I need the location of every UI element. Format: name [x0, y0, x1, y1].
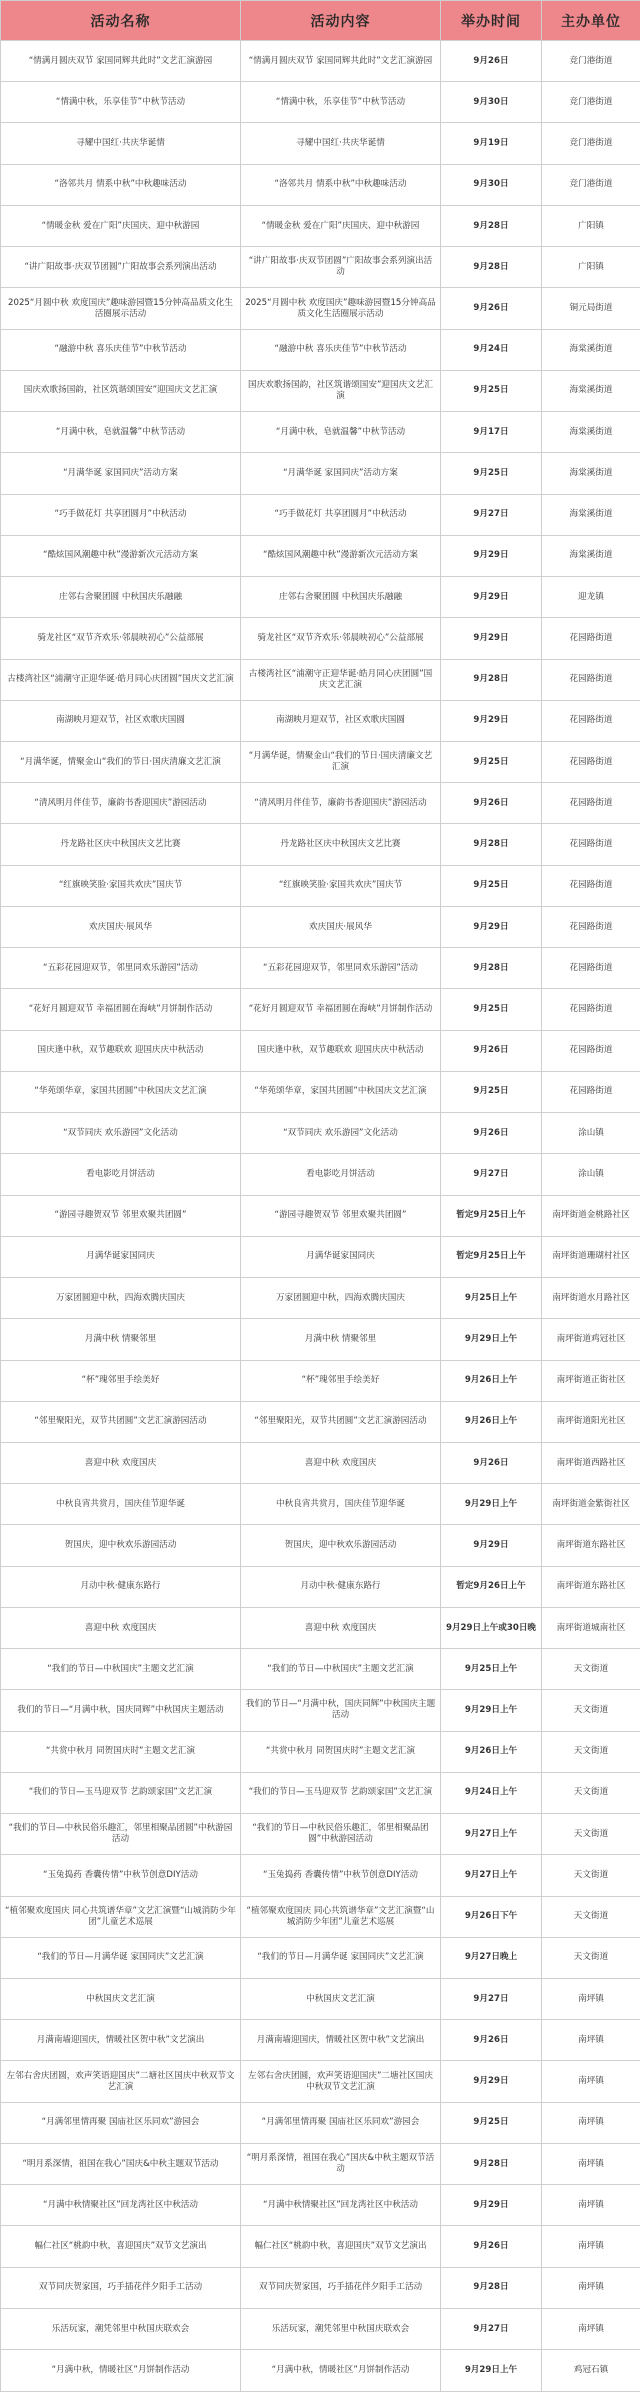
- date-cell: 9月26日: [441, 1442, 542, 1483]
- activity-name-cell: 月满中秋 情聚邻里: [1, 1319, 241, 1360]
- organizer-cell: 天文街道: [542, 1731, 640, 1772]
- table-row: [1, 1154, 640, 1195]
- organizer-cell: 南坪镇: [542, 2308, 640, 2349]
- activity-content-cell: 古楼湾社区“浦潮守正迎华诞·皓月同心庆团圆”国庆文艺汇演: [241, 659, 441, 700]
- organizer-cell: 南坪街道珊瑚村社区: [542, 1236, 640, 1277]
- date-cell: 9月28日: [441, 824, 542, 865]
- table-row: [1, 453, 640, 494]
- table-row: [1, 1484, 640, 1525]
- activity-name-cell: “讲广阳故事·庆双节团圆”广阳故事会系列演出活动: [1, 247, 241, 288]
- date-cell: 9月25日: [441, 1071, 542, 1112]
- activity-content-cell: “我们的节日—玉马迎双节 艺韵颂家国”文艺汇演: [241, 1772, 441, 1813]
- organizer-cell: 花园路街道: [542, 700, 640, 741]
- table-row: [1, 1814, 640, 1855]
- activity-content-cell: 幅仁社区“桃韵中秋，喜迎国庆”双节文艺演出: [241, 2226, 441, 2267]
- activity-name-cell: 骑龙社区“双节齐欢乐·邻晨映初心”公益部展: [1, 618, 241, 659]
- activity-name-cell: 古楼湾社区“浦潮守正迎华诞·皓月同心庆团圆”国庆文艺汇演: [1, 659, 241, 700]
- table-row: [1, 288, 640, 329]
- organizer-cell: 花园路街道: [542, 906, 640, 947]
- table-row: [1, 1690, 640, 1731]
- activity-content-cell: “共赏中秋月 同贺国庆时”主题文艺汇演: [241, 1731, 441, 1772]
- activity-name-cell: 喜迎中秋 欢度国庆: [1, 1442, 241, 1483]
- organizer-cell: 海棠溪街道: [542, 370, 640, 411]
- table-row: [1, 700, 640, 741]
- date-cell: 9月26日: [441, 41, 542, 82]
- table-row: [1, 1278, 640, 1319]
- date-cell: 9月29日: [441, 906, 542, 947]
- activity-name-cell: “杯”瑰邻里手绘美好: [1, 1360, 241, 1401]
- table-row: [1, 1525, 640, 1566]
- date-cell: 9月29日上午: [441, 2350, 542, 2392]
- activity-name-cell: “我们的节日—月满华诞 家国同庆”文艺汇演: [1, 1937, 241, 1978]
- date-cell: 9月25日: [441, 453, 542, 494]
- table-row: [1, 370, 640, 411]
- table-row: [1, 577, 640, 618]
- table-row: [1, 948, 640, 989]
- activity-content-cell: “杯”瑰邻里手绘美好: [241, 1360, 441, 1401]
- table-row: [1, 1442, 640, 1483]
- activity-name-cell: “月满华诞 家国同庆”活动方案: [1, 453, 241, 494]
- activity-content-cell: 国庆欢歌扬国韵，社区筑谐颂国安”迎国庆文艺汇演: [241, 370, 441, 411]
- activity-name-cell: 月满华诞家国同庆: [1, 1236, 241, 1277]
- table-row: [1, 205, 640, 246]
- activity-content-cell: “情满月圆庆双节 家国同辉共此时”文艺汇演游园: [241, 41, 441, 82]
- activity-name-cell: “清风明月伴佳节，廉韵书香迎国庆”游园活动: [1, 783, 241, 824]
- organizer-cell: 南坪镇: [542, 2020, 640, 2061]
- date-cell: 9月25日: [441, 2102, 542, 2143]
- activity-name-cell: “洛邻共月 情系中秋”中秋趣味活动: [1, 164, 241, 205]
- table-row: [1, 123, 640, 164]
- table-row: [1, 1855, 640, 1896]
- activity-content-cell: “洛邻共月 情系中秋”中秋趣味活动: [241, 164, 441, 205]
- date-cell: 9月26日上午: [441, 1731, 542, 1772]
- date-cell: 9月29日: [441, 700, 542, 741]
- activity-name-cell: 中秋国庆文艺汇演: [1, 1979, 241, 2020]
- activity-content-cell: 欢庆国庆·展风华: [241, 906, 441, 947]
- activity-name-cell: 2025“月圆中秋 欢度国庆”趣味游园暨15分钟高品质文化生活圈展示活动: [1, 288, 241, 329]
- activity-name-cell: “我们的节日—玉马迎双节 艺韵颂家国”文艺汇演: [1, 1772, 241, 1813]
- activity-name-cell: 左邻右舍庆团圆，欢声笑语迎国庆”二塘社区国庆中秋双节文艺汇演: [1, 2061, 241, 2102]
- organizer-cell: 天文街道: [542, 1855, 640, 1896]
- date-cell: 暂定9月25日上午: [441, 1195, 542, 1236]
- activity-content-cell: “红旗映笑脸·家国共欢庆”国庆节: [241, 865, 441, 906]
- activity-name-cell: 双节同庆贺家国，巧手插花伴夕阳手工活动: [1, 2267, 241, 2308]
- organizer-cell: 南坪街道水月路社区: [542, 1278, 640, 1319]
- table-row: [1, 906, 640, 947]
- table-row: [1, 1071, 640, 1112]
- activity-name-cell: “酷炫国风潮趣中秋”漫游新次元活动方案: [1, 535, 241, 576]
- activity-name-cell: “情满月圆庆双节 家国同辉共此时”文艺汇演游园: [1, 41, 241, 82]
- organizer-cell: 竞门港街道: [542, 41, 640, 82]
- date-cell: 9月28日: [441, 659, 542, 700]
- date-cell: 9月25日: [441, 370, 542, 411]
- date-cell: 9月29日上午: [441, 1319, 542, 1360]
- activity-name-cell: 乐活玩家，潮凭邻里中秋国庆联欢会: [1, 2308, 241, 2349]
- table-row: [1, 1195, 640, 1236]
- activity-content-cell: “我们的节日—中秋民俗乐趣汇，邻里相聚品团圆”中秋游园活动: [241, 1814, 441, 1855]
- activity-content-cell: “邻里聚阳光，双节共团圆”文艺汇演游园活动: [241, 1401, 441, 1442]
- organizer-cell: 南坪街道鸡冠社区: [542, 1319, 640, 1360]
- organizer-cell: 花园路街道: [542, 783, 640, 824]
- activity-content-cell: “月满华诞 家国同庆”活动方案: [241, 453, 441, 494]
- activity-name-cell: “华苑颂华章，家国共团圆”中秋国庆文艺汇演: [1, 1071, 241, 1112]
- organizer-cell: 涂山镇: [542, 1113, 640, 1154]
- organizer-cell: 海棠溪街道: [542, 412, 640, 453]
- organizer-cell: 竞门港街道: [542, 82, 640, 123]
- table-row: [1, 1731, 640, 1772]
- table-row: [1, 2143, 640, 2184]
- organizer-cell: 花园路街道: [542, 865, 640, 906]
- table-row: [1, 741, 640, 782]
- organizer-cell: 南坪街道东路社区: [542, 1525, 640, 1566]
- activity-content-cell: “情满中秋，乐享佳节”中秋节活动: [241, 82, 441, 123]
- organizer-cell: 花园路街道: [542, 1071, 640, 1112]
- activity-name-cell: “共赏中秋月 同贺国庆时”主题文艺汇演: [1, 1731, 241, 1772]
- activity-content-cell: “明月系深情，祖国在我心”国庆&中秋主题双节活动: [241, 2143, 441, 2184]
- date-cell: 9月27日: [441, 1154, 542, 1195]
- activity-name-cell: “邻里聚阳光，双节共团圆”文艺汇演游园活动: [1, 1401, 241, 1442]
- organizer-cell: 天文街道: [542, 1772, 640, 1813]
- activity-name-cell: 月动中秋·健康东路行: [1, 1566, 241, 1607]
- organizer-cell: 天文街道: [542, 1649, 640, 1690]
- activity-name-cell: 丹龙路社区庆中秋国庆文艺比赛: [1, 824, 241, 865]
- activity-name-cell: “情满中秋，乐享佳节”中秋节活动: [1, 82, 241, 123]
- table-row: [1, 1401, 640, 1442]
- activity-content-cell: 月动中秋·健康东路行: [241, 1566, 441, 1607]
- table-row: [1, 412, 640, 453]
- activity-content-cell: 寻耀中国红·共庆华诞情: [241, 123, 441, 164]
- date-cell: 9月28日: [441, 948, 542, 989]
- organizer-cell: 天文街道: [542, 1690, 640, 1731]
- organizer-cell: 南坪街道正街社区: [542, 1360, 640, 1401]
- activity-name-cell: “月满中秋，情暖社区”月饼制作活动: [1, 2350, 241, 2392]
- date-cell: 9月29日: [441, 1525, 542, 1566]
- organizer-cell: 海棠溪街道: [542, 329, 640, 370]
- activity-name-cell: 中秋良宵共赏月，国庆佳节迎华诞: [1, 1484, 241, 1525]
- date-cell: 9月26日下午: [441, 1896, 542, 1937]
- organizer-cell: 海棠溪街道: [542, 535, 640, 576]
- activity-name-cell: 南湖映月迎双节，社区欢歌庆国圆: [1, 700, 241, 741]
- activity-content-cell: 贺国庆，迎中秋欢乐游园活动: [241, 1525, 441, 1566]
- activity-name-cell: “巧手做花灯 共享团圆月”中秋活动: [1, 494, 241, 535]
- date-cell: 9月24日上午: [441, 1772, 542, 1813]
- date-cell: 9月29日: [441, 577, 542, 618]
- date-cell: 9月25日: [441, 741, 542, 782]
- date-cell: 9月28日: [441, 205, 542, 246]
- date-cell: 9月27日上午: [441, 1855, 542, 1896]
- organizer-cell: 花园路街道: [542, 741, 640, 782]
- table-row: [1, 1772, 640, 1813]
- date-cell: 暂定9月26日上午: [441, 1566, 542, 1607]
- activity-content-cell: “融游中秋 喜乐庆佳节”中秋节活动: [241, 329, 441, 370]
- activity-content-cell: “月满华诞，情聚金山“我们的节日·国庆清廉文艺汇演: [241, 741, 441, 782]
- organizer-cell: 花园路街道: [542, 948, 640, 989]
- activity-content-cell: “我们的节日—月满华诞 家国同庆”文艺汇演: [241, 1937, 441, 1978]
- organizer-cell: 南坪镇: [542, 1979, 640, 2020]
- activity-name-cell: 欢庆国庆·展风华: [1, 906, 241, 947]
- header-date: 举办时间: [441, 1, 542, 41]
- activity-name-cell: “红旗映笑脸·家国共欢庆”国庆节: [1, 865, 241, 906]
- organizer-cell: 花园路街道: [542, 659, 640, 700]
- organizer-cell: 涂山镇: [542, 1154, 640, 1195]
- date-cell: 9月28日: [441, 2267, 542, 2308]
- activity-name-cell: 寻耀中国红·共庆华诞情: [1, 123, 241, 164]
- table-row: [1, 535, 640, 576]
- activity-name-cell: 我们的节日—“月满中秋，国庆同辉”中秋国庆主题活动: [1, 1690, 241, 1731]
- activity-content-cell: “月满邻里情再聚 国庙社区乐同欢”游园会: [241, 2102, 441, 2143]
- organizer-cell: 南坪镇: [542, 2143, 640, 2184]
- activity-content-cell: 看电影吃月饼活动: [241, 1154, 441, 1195]
- activity-name-cell: 万家团圆迎中秋，四海欢腾庆国庆: [1, 1278, 241, 1319]
- organizer-cell: 竞门港街道: [542, 164, 640, 205]
- activity-name-cell: “融游中秋 喜乐庆佳节”中秋节活动: [1, 329, 241, 370]
- table-row: [1, 1566, 640, 1607]
- date-cell: 9月25日上午: [441, 1278, 542, 1319]
- activity-content-cell: “玉兔捣药 香囊传情”中秋节创意DIY活动: [241, 1855, 441, 1896]
- organizer-cell: 南坪街道金桃路社区: [542, 1195, 640, 1236]
- table-row: [1, 82, 640, 123]
- date-cell: 9月29日: [441, 2061, 542, 2102]
- activity-content-cell: “植邻聚欢度国庆 同心共筑谱华章”文艺汇演暨“山城消防少年团”儿童艺术巡展: [241, 1896, 441, 1937]
- organizer-cell: 花园路街道: [542, 989, 640, 1030]
- date-cell: 9月26日: [441, 783, 542, 824]
- activity-content-cell: 月满华诞家国同庆: [241, 1236, 441, 1277]
- table-row: [1, 2350, 640, 2392]
- activity-name-cell: 国庆欢歌扬国韵，社区筑谐颂国安”迎国庆文艺汇演: [1, 370, 241, 411]
- organizer-cell: 南坪街道阳光社区: [542, 1401, 640, 1442]
- date-cell: 9月30日: [441, 164, 542, 205]
- table-row: [1, 1649, 640, 1690]
- activity-name-cell: “花好月圆迎双节 幸福团圆在海峡”月饼制作活动: [1, 989, 241, 1030]
- table-body: [1, 41, 640, 2392]
- date-cell: 9月27日: [441, 1979, 542, 2020]
- table-row: [1, 824, 640, 865]
- activity-content-cell: 我们的节日—“月满中秋，国庆同辉”中秋国庆主题活动: [241, 1690, 441, 1731]
- header-activity-content: 活动内容: [241, 1, 441, 41]
- table-row: [1, 989, 640, 1030]
- date-cell: 9月26日: [441, 1030, 542, 1071]
- organizer-cell: 迎龙镇: [542, 577, 640, 618]
- activity-name-cell: 国庆逢中秋，双节趣联欢 迎国庆庆中秋活动: [1, 1030, 241, 1071]
- date-cell: 9月28日: [441, 247, 542, 288]
- organizer-cell: 天文街道: [542, 1814, 640, 1855]
- date-cell: 9月25日: [441, 989, 542, 1030]
- table-row: [1, 1937, 640, 1978]
- activity-name-cell: “月满邻里情再聚 国庙社区乐同欢”游园会: [1, 2102, 241, 2143]
- activity-content-cell: “花好月圆迎双节 幸福团圆在海峡”月饼制作活动: [241, 989, 441, 1030]
- activity-name-cell: 幅仁社区“桃韵中秋，喜迎国庆”双节文艺演出: [1, 2226, 241, 2267]
- activity-content-cell: 丹龙路社区庆中秋国庆文艺比赛: [241, 824, 441, 865]
- organizer-cell: 海棠溪街道: [542, 494, 640, 535]
- date-cell: 9月26日: [441, 1113, 542, 1154]
- table-row: [1, 41, 640, 82]
- activity-content-cell: 左邻右舍庆团圆，欢声笑语迎国庆”二塘社区国庆中秋双节文艺汇演: [241, 2061, 441, 2102]
- activity-name-cell: “双节同庆 欢乐游园”文化活动: [1, 1113, 241, 1154]
- organizer-cell: 南坪街道城南社区: [542, 1607, 640, 1648]
- table-row: [1, 1607, 640, 1648]
- table-row: [1, 783, 640, 824]
- activity-content-cell: 万家团圆迎中秋，四海欢腾庆国庆: [241, 1278, 441, 1319]
- date-cell: 9月17日: [441, 412, 542, 453]
- date-cell: 9月26日: [441, 288, 542, 329]
- activity-name-cell: “月满华诞，情聚金山“我们的节日·国庆清廉文艺汇演: [1, 741, 241, 782]
- organizer-cell: 广阳镇: [542, 205, 640, 246]
- date-cell: 9月30日: [441, 82, 542, 123]
- activity-content-cell: “酷炫国风潮趣中秋”漫游新次元活动方案: [241, 535, 441, 576]
- organizer-cell: 南坪街道金紫街社区: [542, 1484, 640, 1525]
- activity-name-cell: 喜迎中秋 欢度国庆: [1, 1607, 241, 1648]
- activity-content-cell: “巧手做花灯 共享团圆月”中秋活动: [241, 494, 441, 535]
- activity-name-cell: “月满中秋，皂就温馨”中秋节活动: [1, 412, 241, 453]
- activity-content-cell: 喜迎中秋 欢度国庆: [241, 1607, 441, 1648]
- table-row: [1, 2020, 640, 2061]
- organizer-cell: 花园路街道: [542, 1030, 640, 1071]
- date-cell: 9月27日: [441, 494, 542, 535]
- table-row: [1, 2267, 640, 2308]
- organizer-cell: 天文街道: [542, 1896, 640, 1937]
- table-row: [1, 494, 640, 535]
- organizer-cell: 南坪街道西路社区: [542, 1442, 640, 1483]
- activity-content-cell: 月满中秋 情聚邻里: [241, 1319, 441, 1360]
- table-row: [1, 2102, 640, 2143]
- activity-name-cell: “五彩花园迎双节，邻里同欢乐游园”活动: [1, 948, 241, 989]
- activity-content-cell: “月满中秋，情暖社区”月饼制作活动: [241, 2350, 441, 2392]
- table-row: [1, 329, 640, 370]
- activity-name-cell: “月满中秋情聚社区”回龙湾社区中秋活动: [1, 2185, 241, 2226]
- organizer-cell: 海棠溪街道: [542, 453, 640, 494]
- activity-content-cell: “我们的节日—中秋国庆”主题文艺汇演: [241, 1649, 441, 1690]
- organizer-cell: 南坪镇: [542, 2226, 640, 2267]
- date-cell: 9月29日: [441, 535, 542, 576]
- date-cell: 9月29日上午: [441, 1484, 542, 1525]
- date-cell: 9月29日上午或30日晚: [441, 1607, 542, 1648]
- date-cell: 9月25日上午: [441, 1649, 542, 1690]
- table-row: [1, 1319, 640, 1360]
- date-cell: 9月27日上午: [441, 1814, 542, 1855]
- activity-content-cell: 喜迎中秋 欢度国庆: [241, 1442, 441, 1483]
- date-cell: 9月27日: [441, 2308, 542, 2349]
- date-cell: 9月26日: [441, 2020, 542, 2061]
- table-header: [1, 1, 640, 41]
- header-organizer: 主办单位: [542, 1, 640, 41]
- activity-name-cell: “玉兔捣药 香囊传情”中秋节创意DIY活动: [1, 1855, 241, 1896]
- date-cell: 9月26日上午: [441, 1360, 542, 1401]
- activity-content-cell: 月满南墙迎国庆，情暖社区贺中秋”文艺演出: [241, 2020, 441, 2061]
- organizer-cell: 花园路街道: [542, 824, 640, 865]
- date-cell: 9月26日: [441, 2226, 542, 2267]
- table-row: [1, 659, 640, 700]
- activity-content-cell: “华苑颂华章，家国共团圆”中秋国庆文艺汇演: [241, 1071, 441, 1112]
- date-cell: 9月29日上午: [441, 1690, 542, 1731]
- table-row: [1, 1979, 640, 2020]
- table-row: [1, 1030, 640, 1071]
- table-row: [1, 1236, 640, 1277]
- activity-name-cell: “我们的节日—中秋国庆”主题文艺汇演: [1, 1649, 241, 1690]
- organizer-cell: 花园路街道: [542, 618, 640, 659]
- organizer-cell: 南坪镇: [542, 2061, 640, 2102]
- organizer-cell: 广阳镇: [542, 247, 640, 288]
- table-row: [1, 1360, 640, 1401]
- organizer-cell: 南坪镇: [542, 2267, 640, 2308]
- date-cell: 9月24日: [441, 329, 542, 370]
- activity-content-cell: “月满中秋，皂就温馨”中秋节活动: [241, 412, 441, 453]
- activity-content-cell: 乐活玩家，潮凭邻里中秋国庆联欢会: [241, 2308, 441, 2349]
- table-row: [1, 2226, 640, 2267]
- activity-name-cell: “情暖金秋 爱在广阳”庆国庆、迎中秋游园: [1, 205, 241, 246]
- date-cell: 9月29日: [441, 618, 542, 659]
- organizer-cell: 鸡冠石镇: [542, 2350, 640, 2392]
- activity-name-cell: “游园寻趣贺双节 邻里欢聚共团圆”: [1, 1195, 241, 1236]
- activity-content-cell: “游园寻趣贺双节 邻里欢聚共团圆”: [241, 1195, 441, 1236]
- date-cell: 9月19日: [441, 123, 542, 164]
- table-row: [1, 2061, 640, 2102]
- activity-content-cell: “情暖金秋 爱在广阳”庆国庆、迎中秋游园: [241, 205, 441, 246]
- activity-content-cell: “清风明月伴佳节，廉韵书香迎国庆”游园活动: [241, 783, 441, 824]
- activity-content-cell: 中秋良宵共赏月，国庆佳节迎华诞: [241, 1484, 441, 1525]
- activity-name-cell: “植邻聚欢度国庆 同心共筑谱华章”文艺汇演暨“山城消防少年团”儿童艺术巡展: [1, 1896, 241, 1937]
- table-row: [1, 2185, 640, 2226]
- activity-name-cell: 贺国庆，迎中秋欢乐游园活动: [1, 1525, 241, 1566]
- organizer-cell: 南坪镇: [542, 2102, 640, 2143]
- date-cell: 9月27日晚上: [441, 1937, 542, 1978]
- table-row: [1, 164, 640, 205]
- activity-content-cell: 国庆逢中秋，双节趣联欢 迎国庆庆中秋活动: [241, 1030, 441, 1071]
- activity-content-cell: “讲广阳故事·庆双节团圆”广阳故事会系列演出活动: [241, 247, 441, 288]
- organizer-cell: 南坪街道东路社区: [542, 1566, 640, 1607]
- header-row: [1, 1, 640, 41]
- date-cell: 9月25日: [441, 865, 542, 906]
- date-cell: 9月26日上午: [441, 1401, 542, 1442]
- activity-name-cell: “明月系深情，祖国在我心”国庆&中秋主题双节活动: [1, 2143, 241, 2184]
- date-cell: 9月28日: [441, 2143, 542, 2184]
- table-row: [1, 1113, 640, 1154]
- activity-name-cell: 月满南墙迎国庆，情暖社区贺中秋”文艺演出: [1, 2020, 241, 2061]
- table-row: [1, 618, 640, 659]
- activity-content-cell: 骑龙社区“双节齐欢乐·邻晨映初心”公益部展: [241, 618, 441, 659]
- activity-content-cell: 双节同庆贺家国，巧手插花伴夕阳手工活动: [241, 2267, 441, 2308]
- organizer-cell: 南坪镇: [542, 2185, 640, 2226]
- organizer-cell: 铜元局街道: [542, 288, 640, 329]
- date-cell: 9月29日: [441, 2185, 542, 2226]
- date-cell: 暂定9月25日上午: [441, 1236, 542, 1277]
- organizer-cell: 天文街道: [542, 1937, 640, 1978]
- activity-name-cell: “我们的节日—中秋民俗乐趣汇，邻里相聚品团圆”中秋游园活动: [1, 1814, 241, 1855]
- table-row: [1, 247, 640, 288]
- activity-content-cell: “五彩花园迎双节，邻里同欢乐游园”活动: [241, 948, 441, 989]
- activity-content-cell: 2025“月圆中秋 欢度国庆”趣味游园暨15分钟高品质文化生活圈展示活动: [241, 288, 441, 329]
- activity-name-cell: 看电影吃月饼活动: [1, 1154, 241, 1195]
- activity-content-cell: “双节同庆 欢乐游园”文化活动: [241, 1113, 441, 1154]
- activity-content-cell: 中秋国庆文艺汇演: [241, 1979, 441, 2020]
- table-row: [1, 865, 640, 906]
- activity-content-cell: “月满中秋情聚社区”回龙湾社区中秋活动: [241, 2185, 441, 2226]
- table-row: [1, 2308, 640, 2349]
- organizer-cell: 竞门港街道: [542, 123, 640, 164]
- table-row: [1, 1896, 640, 1937]
- header-activity-name: 活动名称: [1, 1, 241, 41]
- activity-name-cell: 庄邻右舍聚团圆 中秋国庆乐融融: [1, 577, 241, 618]
- activity-content-cell: 南湖映月迎双节，社区欢歌庆国圆: [241, 700, 441, 741]
- activity-content-cell: 庄邻右舍聚团圆 中秋国庆乐融融: [241, 577, 441, 618]
